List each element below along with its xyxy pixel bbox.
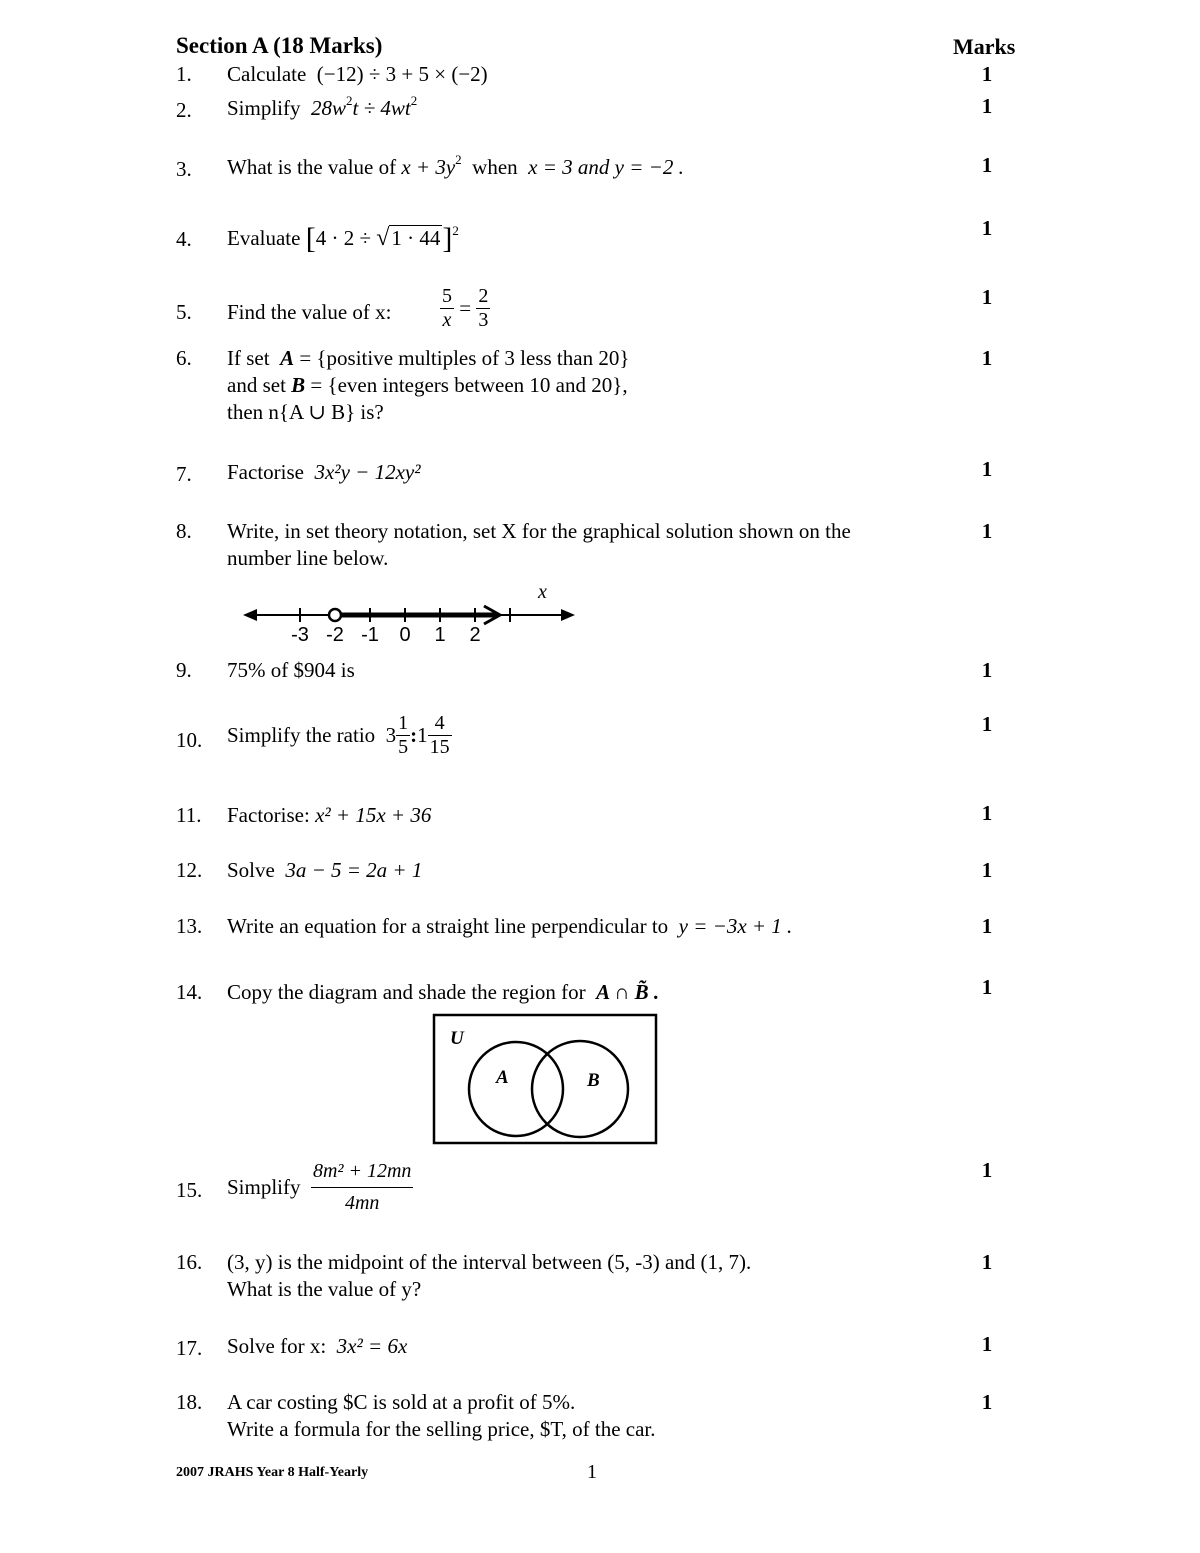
marks-value: 1 (981, 62, 993, 86)
question-9-text: 75% of $904 is (227, 658, 355, 682)
question-15-text: Simplify $\frac{\text{8m² + 12mn}}{4mn}$ (227, 1160, 412, 1214)
question-number: 6. (176, 346, 192, 370)
tick-label: 2 (469, 624, 481, 646)
question-13-text: Write an equation for a straight line perpendicular to y = −3x + 1 . (227, 914, 793, 938)
marks-value: 1 (981, 346, 993, 370)
marks-value: 1 (981, 1158, 993, 1182)
marks-value: 1 (981, 1332, 993, 1356)
footer-exam-name: 2007 JRAHS Year 8 Half-Yearly (176, 1465, 369, 1480)
marks-value: 1 (981, 914, 993, 938)
question-number: 12. (176, 858, 203, 882)
question-number: 13. (176, 914, 203, 938)
marks-value: 1 (981, 457, 993, 481)
marks-value: 1 (981, 153, 993, 177)
page-number: 1 (587, 1461, 597, 1483)
marks-value: 1 (981, 975, 993, 999)
tick-label: -2 (326, 624, 344, 646)
universe-label: U (450, 1028, 464, 1049)
marks-value: 1 (981, 216, 993, 240)
question-4-text: Evaluate $[4 \cdot 2 \div √1 \cdot 44]^2$ (227, 222, 459, 255)
question-10-text: Simplify the ratio 3 $\frac{1}{5}$ :1 $\frac{4}{15}$ (227, 712, 450, 758)
marks-value: 1 (981, 285, 993, 309)
question-7-text: Factorise 3x²y − 12xy² (227, 460, 421, 484)
question-8-line-2: number line below. (227, 546, 389, 570)
question-number: 4. (176, 227, 192, 251)
question-number: 16. (176, 1250, 203, 1274)
universal-set-box (434, 1015, 656, 1143)
marks-value: 1 (981, 1390, 993, 1414)
question-18-line-1: A car costing $C is sold at a profit of 5%. (227, 1390, 576, 1414)
marks-value: 1 (981, 801, 993, 825)
question-number: 11. (176, 803, 202, 827)
section-title: Section A (18 Marks) (176, 33, 383, 58)
question-6-line-1: If set A = {positive multiples of 3 less than 20} (227, 346, 630, 370)
right-arrow (561, 609, 575, 621)
venn-diagram (432, 1013, 660, 1146)
tick-label: 1 (434, 624, 446, 646)
set-b-label: B (587, 1070, 600, 1091)
marks-value: 1 (981, 858, 993, 882)
question-16-line-1: (3, y) is the midpoint of the interval between (5, -3) and (1, 7). (227, 1250, 752, 1274)
question-16-line-2: What is the value of y? (227, 1277, 422, 1301)
question-17-text: Solve for x: 3x² = 6x (227, 1334, 408, 1358)
question-number: 7. (176, 462, 192, 486)
question-number: 10. (176, 728, 203, 752)
question-number: 18. (176, 1390, 203, 1414)
tick-label: 0 (399, 624, 411, 646)
set-a-label: A (496, 1067, 509, 1088)
question-number: 9. (176, 658, 192, 682)
question-number: 5. (176, 300, 192, 324)
question-12-text: Solve 3a − 5 = 2a + 1 (227, 858, 423, 882)
question-number: 8. (176, 519, 192, 543)
open-circle-endpoint (329, 609, 341, 621)
question-number: 1. (176, 62, 192, 86)
question-number: 17. (176, 1336, 203, 1360)
question-6-line-2: and set B = {even integers between 10 and 20}, (227, 373, 628, 397)
marks-value: 1 (981, 1250, 993, 1274)
question-5-equation: $\frac{5}{x}$ = $\frac{2}{3}$ (442, 285, 489, 331)
question-1-text: Calculate (−12) ÷ 3 + 5 × (−2) (227, 62, 488, 86)
marks-value: 1 (981, 658, 993, 682)
marks-heading: Marks (953, 34, 1016, 59)
question-5-text: Find the value of x: (227, 300, 392, 324)
question-number: 15. (176, 1178, 203, 1202)
question-6-line-3: then n{A ∪ B} is? (227, 400, 384, 424)
marks-value: 1 (981, 519, 993, 543)
question-3-text: What is the value of $x + 3y^2$ when x = 3 and y = −2 . (227, 152, 684, 179)
tick-label: -3 (291, 624, 309, 646)
axis-variable-label: x (538, 581, 547, 603)
question-14-text: Copy the diagram and shade the region for A ∩ B̃ . (227, 980, 660, 1004)
question-18-line-2: Write a formula for the selling price, $T, of the car. (227, 1417, 656, 1441)
question-11-text: Factorise: x² + 15x + 36 (227, 803, 432, 827)
left-arrow (243, 609, 257, 621)
question-number: 2. (176, 98, 192, 122)
question-2-text: Simplify $28w^2t \div 4wt^2$ (227, 93, 418, 120)
question-8-line-1: Write, in set theory notation, set X for the graphical solution shown on the (227, 519, 851, 543)
marks-value: 1 (981, 712, 993, 736)
tick-label: -1 (361, 624, 379, 646)
number-line (240, 580, 580, 650)
question-number: 14. (176, 980, 203, 1004)
marks-value: 1 (981, 94, 993, 118)
question-number: 3. (176, 157, 192, 181)
